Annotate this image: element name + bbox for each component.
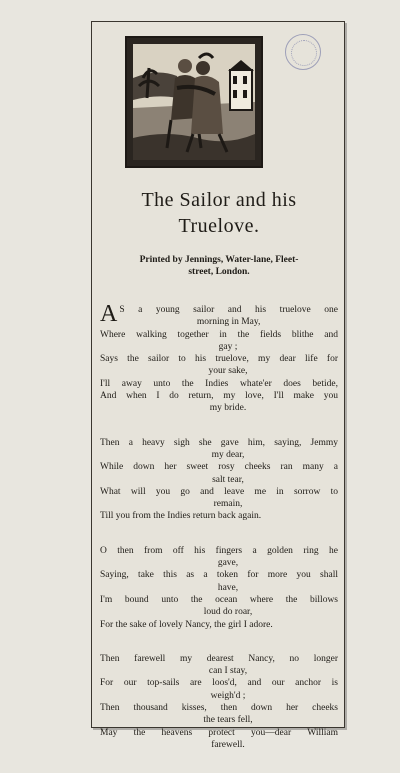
drop-cap: A <box>100 301 118 327</box>
verse-line-text: the tears fell, <box>203 715 253 726</box>
verse-line <box>100 365 338 377</box>
verse-line-text: Saying, take this as a token for more you shall <box>100 570 338 581</box>
verse-line-text: For our top-sails are loos'd, and our anchor is <box>100 678 338 689</box>
verse-line <box>100 594 338 606</box>
verse-line-text: weigh'd ; <box>210 690 246 701</box>
verse-line-text: remain, <box>213 499 243 510</box>
library-stamp <box>285 34 321 70</box>
printer-line-2: street, London. <box>188 267 250 277</box>
verse-line <box>100 653 338 665</box>
verse-line <box>100 665 338 677</box>
verse-line-text: Where walking together in the fields blithe and <box>100 329 338 340</box>
verse-line <box>100 329 338 341</box>
verse-line-text: While down her sweet rosy cheeks ran many a <box>100 462 338 473</box>
verse-line-text: And when I do return, my love, I'll make you <box>100 391 338 402</box>
ballad-title <box>92 187 346 239</box>
verse-line-text: my bride. <box>209 403 247 414</box>
broadside-sheet <box>91 21 345 750</box>
verse-line-text: salt tear, <box>212 474 244 485</box>
verse-line-text: For the sake of lovely Nancy, the girl I adore. <box>100 619 273 630</box>
verse-line <box>100 390 338 402</box>
verse-line-text: have, <box>217 582 239 593</box>
verse-line-text: farewell. <box>211 739 245 750</box>
printer-imprint <box>114 254 324 278</box>
verse-line <box>100 402 338 414</box>
verse-line <box>100 582 338 594</box>
verse-line <box>100 353 338 365</box>
stanza <box>100 653 338 751</box>
verse-line <box>100 569 338 581</box>
verse-line-text: loud do roar, <box>203 607 253 618</box>
verse-line <box>100 545 338 557</box>
verse-line-text: Till you from the Indies return back again. <box>100 511 262 522</box>
verse-line <box>100 606 338 618</box>
verse-line-text: morning in May, <box>196 317 261 328</box>
verse-line-text: What will you go and leave me in sorrow to <box>100 486 338 497</box>
verse-line <box>100 510 338 522</box>
ballad-verses <box>100 301 338 773</box>
stanza <box>100 545 338 631</box>
verse-line-text: I'll away unto the Indies whate'er does betide, <box>100 378 338 389</box>
verse-line-text: S a young sailor and his truelove one <box>119 305 338 315</box>
verse-line <box>100 316 338 328</box>
verse-line-text: O then from off his fingers a golden ring he <box>100 545 338 556</box>
printer-line-1: Printed by Jennings, Water-lane, Fleet- <box>139 255 299 265</box>
verse-line <box>100 474 338 486</box>
title-line-2: Truelove. <box>178 215 260 237</box>
verse-line <box>100 461 338 473</box>
verse-line-text: I'm bound unto the ocean where the billows <box>100 594 338 605</box>
verse-line-text: Says the sailor to his truelove, my dear life for <box>100 354 338 365</box>
stanza <box>100 301 338 415</box>
verse-line <box>100 486 338 498</box>
verse-line-text: gave, <box>217 558 239 569</box>
title-line-1: The Sailor and his <box>141 189 297 211</box>
stanza <box>100 437 338 523</box>
verse-line-text: Then a heavy sigh she gave him, saying, Jemmy <box>100 437 338 448</box>
verse-line <box>100 690 338 702</box>
verse-line <box>100 341 338 353</box>
verse-line <box>100 437 338 449</box>
verse-line-text: Then farewell my dearest Nancy, no longer <box>100 653 338 664</box>
verse-line <box>100 449 338 461</box>
verse-line <box>100 378 338 390</box>
verse-line-text: can I stay, <box>208 666 248 677</box>
verse-line-text: your sake, <box>208 366 248 377</box>
sailor-and-lass-woodcut <box>127 38 261 166</box>
verse-line <box>100 714 338 726</box>
verse-line-text: May the heavens protect you—dear William <box>100 727 338 738</box>
verse-line <box>100 739 338 751</box>
verse-line <box>100 557 338 569</box>
verse-line <box>100 702 338 714</box>
verse-line-text: my dear, <box>211 449 245 460</box>
verse-line-text: Then thousand kisses, then down her cheeks <box>100 703 338 714</box>
verse-line-text: gay ; <box>218 341 238 352</box>
woodcut-illustration <box>125 36 263 168</box>
verse-line <box>100 677 338 689</box>
verse-line <box>100 498 338 510</box>
verse-line <box>100 727 338 739</box>
verse-line <box>100 619 338 631</box>
